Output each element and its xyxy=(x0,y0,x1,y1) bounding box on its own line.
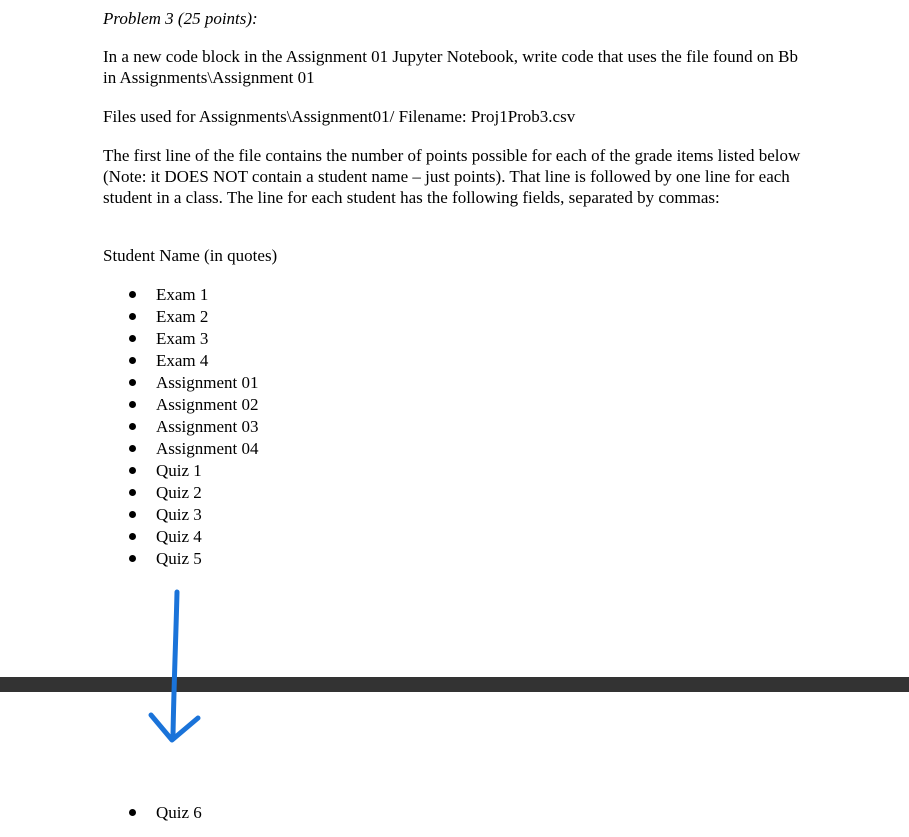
bullet-icon xyxy=(129,357,136,364)
document-page: Problem 3 (25 points): In a new code block in the Assignment 01 Jupyter Notebook, write code that uses the file found on Bb in Assignments\Assignment 01 Files used for Assignments\Assignment01/ Filename: Proj1Prob3.csv The first line of the file contains the number of points possible for each of the grade items listed below (Note: it DOES NOT contain a student name – just points). That line is followed by one line for each student in a class. The line for each student has the following fields, separated by commas: Student Name (in quotes) Exam 1 Exam 2 Exam 3 Exam 4 Assignment 01 Assignment 02 Assignment 03 Assignment 04 Quiz 1 Quiz 2 Quiz 3 Quiz 4 Quiz 5 Quiz 6 xyxy=(0,0,909,837)
bullet-icon xyxy=(129,401,136,408)
page-break-divider xyxy=(0,677,909,692)
bullet-icon xyxy=(129,511,136,518)
student-name-field: Student Name (in quotes) xyxy=(103,246,278,265)
bullet-icon xyxy=(129,533,136,540)
bullet-icon xyxy=(129,445,136,452)
bullet-icon xyxy=(129,313,136,320)
bullet-icon xyxy=(129,379,136,386)
bullet-icon xyxy=(129,423,136,430)
file-description-paragraph: The first line of the file contains the number of points possible for each of the grade items listed below (Note: it DOES NOT contain a student name – just points). That line is followed by one line for each student in a class. The line for each student has the following fields, separated by commas: xyxy=(103,146,801,207)
bullet-icon xyxy=(129,555,136,562)
down-arrow-icon xyxy=(140,585,210,755)
bullet-icon xyxy=(129,489,136,496)
bullet-icon xyxy=(129,335,136,342)
bullet-icon xyxy=(129,291,136,298)
files-used-paragraph: Files used for Assignments\Assignment01/ Filename: Proj1Prob3.csv xyxy=(103,107,576,126)
instruction-paragraph: In a new code block in the Assignment 01 Jupyter Notebook, write code that uses the file found on Bb in Assignments\Assignment 01 xyxy=(103,47,798,87)
problem-heading: Problem 3 (25 points): xyxy=(103,9,258,28)
list-item: Quiz 6 xyxy=(0,802,400,824)
bullet-icon xyxy=(129,467,136,474)
bullet-icon xyxy=(129,809,136,816)
